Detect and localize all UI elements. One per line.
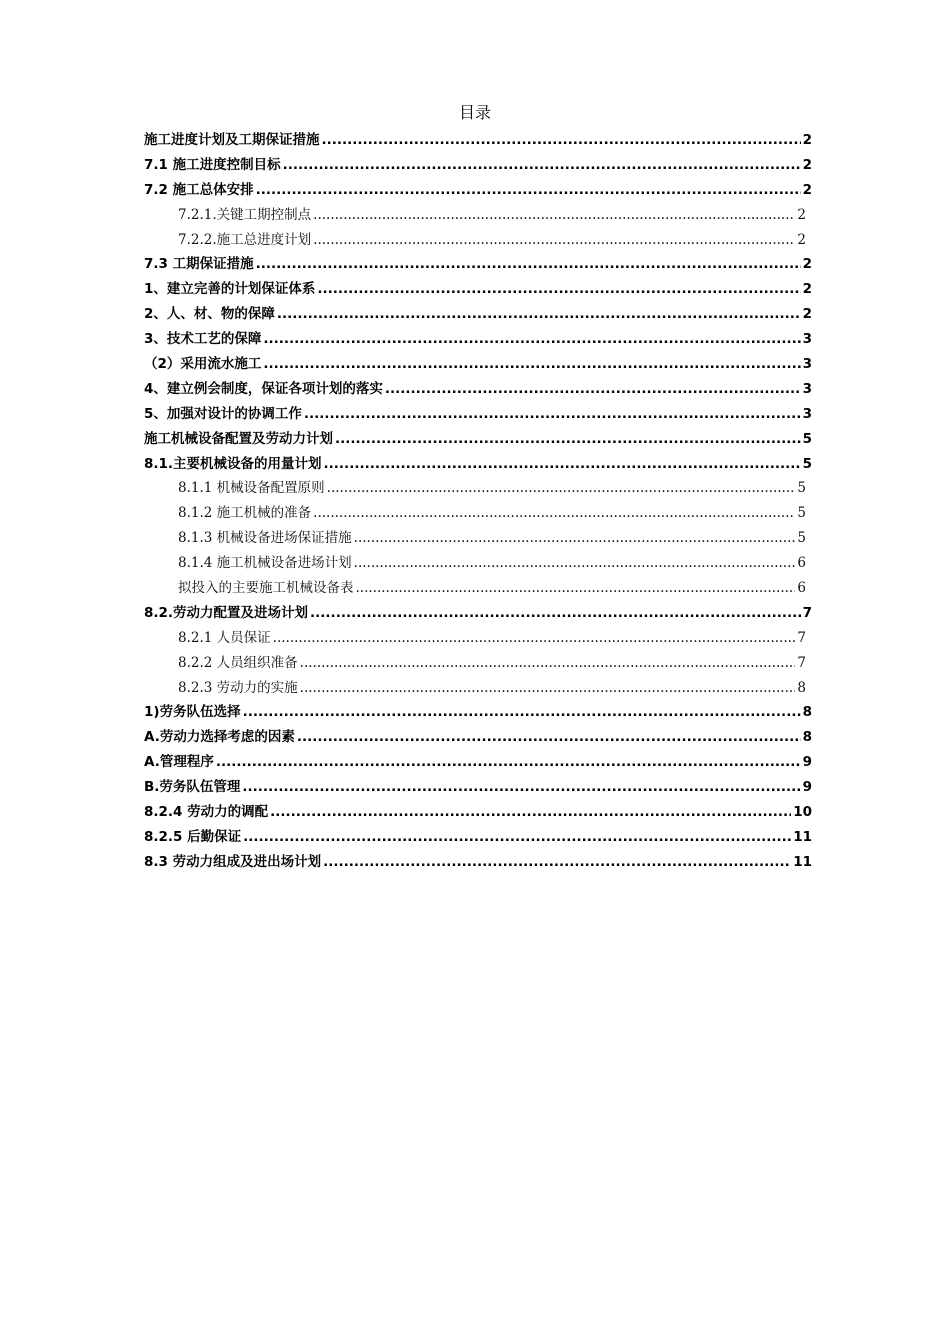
toc-dot-leader bbox=[322, 132, 801, 148]
toc-entry-label: 2、人、材、物的保障 bbox=[144, 306, 275, 323]
toc-dot-leader bbox=[354, 530, 796, 546]
toc-entry-label: 8.2.1 人员保证 bbox=[178, 629, 271, 646]
toc-entry[interactable] bbox=[144, 651, 812, 676]
toc-entry-label: 8.2.2 人员组织准备 bbox=[178, 654, 298, 671]
toc-entry[interactable] bbox=[144, 178, 812, 203]
toc-entry-label: 3、技术工艺的保障 bbox=[144, 331, 262, 348]
toc-entry-page-number: 5 bbox=[802, 430, 812, 447]
toc-dot-leader bbox=[283, 157, 801, 173]
toc-dot-leader bbox=[273, 630, 796, 646]
toc-dot-leader bbox=[277, 306, 801, 322]
toc-entry-label: 1、建立完善的计划保证体系 bbox=[144, 281, 316, 298]
toc-dot-leader bbox=[242, 779, 800, 795]
toc-entry[interactable] bbox=[144, 352, 812, 377]
toc-entry[interactable] bbox=[144, 800, 812, 825]
toc-entry-page-number: 9 bbox=[802, 754, 812, 771]
toc-entry-page-number: 2 bbox=[802, 281, 812, 298]
toc-entry[interactable] bbox=[144, 128, 812, 153]
toc-entry[interactable] bbox=[144, 427, 812, 452]
toc-entry[interactable] bbox=[144, 452, 812, 477]
toc-entry-page-number: 5 bbox=[797, 480, 806, 497]
toc-entry-page-number: 3 bbox=[802, 331, 812, 348]
toc-entry[interactable] bbox=[144, 153, 812, 178]
toc-dot-leader bbox=[300, 680, 796, 696]
toc-dot-leader bbox=[356, 580, 796, 596]
toc-entry[interactable] bbox=[144, 476, 812, 501]
toc-entry-page-number: 2 bbox=[802, 132, 812, 148]
toc-entry[interactable] bbox=[144, 750, 812, 775]
toc-entry-label: 8.1.3 机械设备进场保证措施 bbox=[178, 530, 352, 547]
toc-dot-leader bbox=[304, 406, 801, 422]
toc-entry[interactable] bbox=[144, 850, 812, 875]
toc-entry-label: 8.1.1 机械设备配置原则 bbox=[178, 480, 325, 497]
toc-entry-page-number: 7 bbox=[802, 604, 812, 621]
toc-entry-label: 8.2.劳动力配置及进场计划 bbox=[144, 604, 309, 621]
toc-entry[interactable] bbox=[144, 252, 812, 277]
toc-entry-page-number: 5 bbox=[802, 455, 812, 472]
toc-entry-page-number: 8 bbox=[802, 704, 812, 721]
toc-entry-page-number: 3 bbox=[802, 380, 812, 397]
toc-entry-label: 8.3 劳动力组成及进出场计划 bbox=[144, 853, 322, 870]
toc-entry-label: A.管理程序 bbox=[144, 754, 214, 771]
toc-entry-label: B.劳务队伍管理 bbox=[144, 779, 241, 796]
toc-entry[interactable] bbox=[144, 501, 812, 526]
toc-dot-leader bbox=[243, 829, 791, 845]
toc-entry[interactable] bbox=[144, 601, 812, 626]
toc-entry[interactable] bbox=[144, 700, 812, 725]
toc-entry[interactable] bbox=[144, 402, 812, 427]
toc-entry-page-number: 6 bbox=[797, 555, 806, 572]
toc-entry-page-number: 2 bbox=[797, 231, 806, 248]
toc-entry[interactable] bbox=[144, 277, 812, 302]
toc-entry[interactable] bbox=[144, 775, 812, 800]
toc-entry-page-number: 2 bbox=[797, 206, 806, 223]
toc-dot-leader bbox=[256, 182, 801, 198]
toc-entry-label: 施工机械设备配置及劳动力计划 bbox=[144, 430, 333, 447]
toc-entry-page-number: 6 bbox=[797, 580, 806, 597]
toc-entry-label: 8.2.4 劳动力的调配 bbox=[144, 804, 269, 821]
toc-entry-label: 8.1.2 施工机械的准备 bbox=[178, 505, 312, 522]
toc-dot-leader bbox=[300, 655, 796, 671]
toc-entry-page-number: 10 bbox=[793, 804, 812, 821]
toc-entry-label: 7.2.1.关键工期控制点 bbox=[178, 206, 312, 223]
toc-entry[interactable] bbox=[144, 377, 812, 402]
toc-entry-page-number: 5 bbox=[797, 530, 806, 547]
toc-entry-label: 5、加强对设计的协调工作 bbox=[144, 405, 302, 422]
toc-entry-label: 7.1 施工进度控制目标 bbox=[144, 156, 281, 173]
toc-entry[interactable] bbox=[144, 551, 812, 576]
toc-entry[interactable] bbox=[144, 302, 812, 327]
toc-dot-leader bbox=[313, 232, 795, 248]
toc-entry-label: 8.1.4 施工机械设备进场计划 bbox=[178, 555, 352, 572]
toc-entry[interactable] bbox=[144, 626, 812, 651]
toc-entry[interactable] bbox=[144, 576, 812, 601]
toc-entry-label: 8.1.主要机械设备的用量计划 bbox=[144, 455, 322, 472]
toc-entry-label: 7.2.2.施工总进度计划 bbox=[178, 231, 312, 248]
toc-entry[interactable] bbox=[144, 228, 812, 253]
toc-entry[interactable] bbox=[144, 725, 812, 750]
table-of-contents bbox=[144, 128, 812, 875]
toc-entry-label: 1)劳务队伍选择 bbox=[144, 704, 241, 721]
toc-entry-page-number: 7 bbox=[797, 629, 806, 646]
toc-entry[interactable] bbox=[144, 327, 812, 352]
toc-entry[interactable] bbox=[144, 676, 812, 701]
toc-dot-leader bbox=[243, 704, 801, 720]
toc-entry-page-number: 3 bbox=[802, 356, 812, 373]
toc-entry-label: （2）采用流水施工 bbox=[144, 356, 262, 373]
toc-entry-page-number: 2 bbox=[802, 156, 812, 173]
toc-entry-page-number: 2 bbox=[802, 306, 812, 323]
toc-entry-page-number: 11 bbox=[793, 828, 812, 845]
toc-entry-page-number: 8 bbox=[802, 729, 812, 746]
toc-dot-leader bbox=[324, 456, 801, 472]
toc-dot-leader bbox=[335, 431, 801, 447]
toc-dot-leader bbox=[263, 356, 800, 372]
toc-entry-page-number: 2 bbox=[802, 181, 812, 198]
toc-entry-page-number: 7 bbox=[797, 654, 806, 671]
toc-entry-page-number: 8 bbox=[797, 679, 806, 696]
toc-dot-leader bbox=[317, 281, 800, 297]
toc-dot-leader bbox=[270, 804, 791, 820]
toc-entry-label: 7.2 施工总体安排 bbox=[144, 181, 254, 198]
toc-entry-page-number: 9 bbox=[802, 779, 812, 796]
toc-dot-leader bbox=[323, 854, 791, 870]
toc-entry-label: 施工进度计划及工期保证措施 bbox=[144, 132, 320, 148]
toc-entry-label: 7.3 工期保证措施 bbox=[144, 256, 254, 273]
toc-dot-leader bbox=[354, 555, 796, 571]
toc-entry-page-number: 5 bbox=[797, 505, 806, 522]
toc-dot-leader bbox=[256, 256, 801, 272]
toc-entry[interactable] bbox=[144, 825, 812, 850]
toc-dot-leader bbox=[313, 207, 795, 223]
toc-dot-leader bbox=[297, 729, 801, 745]
toc-entry-page-number: 3 bbox=[802, 405, 812, 422]
toc-dot-leader bbox=[327, 480, 796, 496]
toc-entry[interactable] bbox=[144, 203, 812, 228]
toc-dot-leader bbox=[313, 505, 795, 521]
toc-dot-leader bbox=[385, 381, 801, 397]
toc-entry-label: 拟投入的主要施工机械设备表 bbox=[178, 580, 354, 597]
toc-entry-label: 4、建立例会制度，保证各项计划的落实 bbox=[144, 380, 383, 397]
toc-entry-page-number: 11 bbox=[793, 853, 812, 870]
toc-dot-leader bbox=[263, 331, 800, 347]
toc-entry-label: 8.2.5 后勤保证 bbox=[144, 828, 242, 845]
toc-entry-label: 8.2.3 劳动力的实施 bbox=[178, 679, 298, 696]
toc-entry-label: A.劳动力选择考虑的因素 bbox=[144, 729, 295, 746]
toc-title: 目录 bbox=[458, 103, 491, 122]
toc-entry-page-number: 2 bbox=[802, 256, 812, 273]
toc-entry[interactable] bbox=[144, 526, 812, 551]
toc-dot-leader bbox=[216, 754, 801, 770]
toc-dot-leader bbox=[310, 605, 801, 621]
